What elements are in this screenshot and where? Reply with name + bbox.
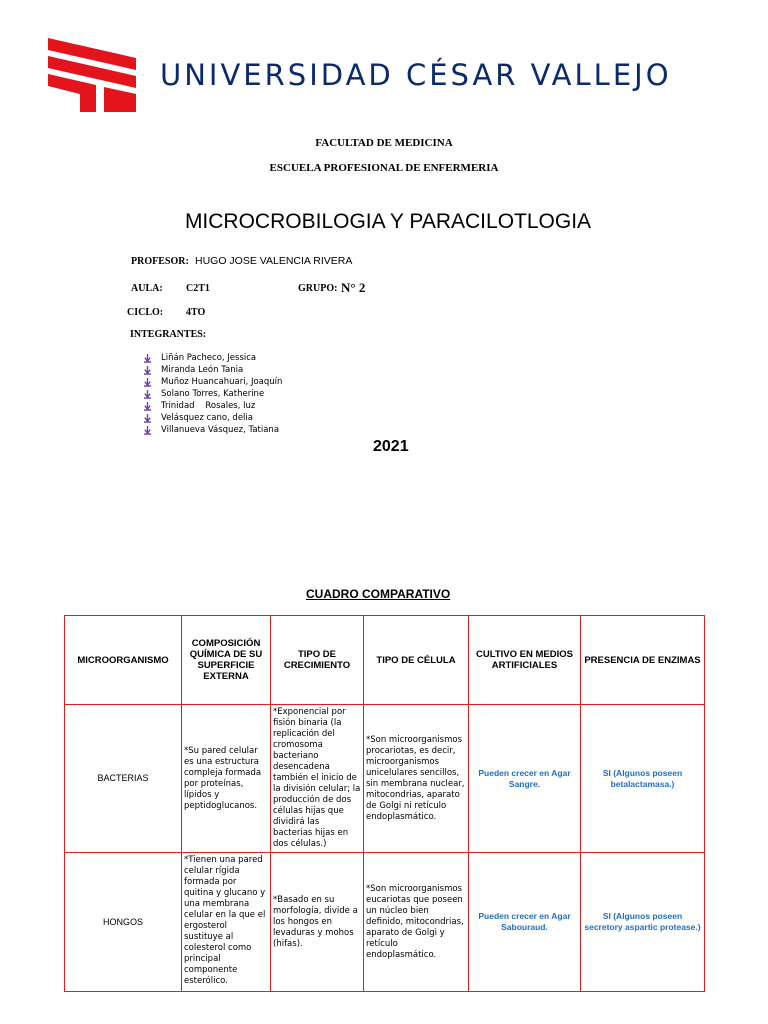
table-row: [65, 705, 705, 853]
school-name: ESCUELA PROFESIONAL DE ENFERMERIA: [269, 162, 499, 174]
enzymes-cell: SI (Algunos poseen secretory aspartic protease.): [581, 853, 705, 992]
arrow-bullet-icon: [143, 402, 152, 411]
column-header: TIPO DE CRECIMIENTO: [271, 616, 364, 705]
growth-cell: *Exponencial por fisión binaria (la replicación del cromosoma bacteriano desencadena también el inicio de la división celular; la producción de dos células hijas que dividirá las bacterias hijas en dos células.): [271, 705, 364, 853]
organism-cell: HONGOS: [65, 853, 182, 992]
member-name: Liñán Pacheco, Jessica: [161, 353, 257, 363]
aula-label: AULA:: [131, 283, 163, 294]
cell-type-cell: *Son microorganismos procariotas, es decir, microorganismos unicelulares sencillos, sin membrana nuclear, mitocondrias, aparato de Golgi ni retículo endoplasmático.: [364, 705, 469, 853]
arrow-bullet-icon: [143, 366, 152, 375]
table-title: CUADRO COMPARATIVO: [306, 587, 451, 601]
aula-value: C2T1: [186, 283, 210, 294]
culture-cell: Pueden crecer en Agar Sangre.: [469, 705, 581, 853]
table-header-row: [65, 616, 705, 705]
profesor-label: PROFESOR:: [131, 256, 189, 267]
list-item: [143, 376, 282, 388]
comparison-table: [64, 615, 705, 992]
table-row: [65, 853, 705, 992]
culture-cell: Pueden crecer en Agar Sabouraud.: [469, 853, 581, 992]
column-header: MICROORGANISMO: [65, 616, 182, 705]
list-item: [143, 364, 282, 376]
member-name: Trinidad Rosales, luz: [161, 401, 256, 411]
list-item: [143, 424, 282, 436]
member-name: Velásquez cano, delia: [161, 413, 253, 423]
member-name: Muñoz Huancahuari, Joaquín: [161, 377, 283, 387]
arrow-bullet-icon: [143, 354, 152, 363]
member-name: Solano Torres, Katherine: [161, 389, 265, 399]
list-item: [143, 412, 282, 424]
column-header: PRESENCIA DE ENZIMAS: [581, 616, 705, 705]
organism-cell: BACTERIAS: [65, 705, 182, 853]
member-name: Villanueva Vásquez, Tatiana: [161, 425, 280, 435]
column-header: TIPO DE CÉLULA: [364, 616, 469, 705]
composition-cell: *Su pared celular es una estructura compleja formada por proteínas, lípidos y peptidoglucanos.: [182, 705, 271, 853]
grupo-label: GRUPO:: [298, 283, 338, 294]
year: 2021: [373, 438, 409, 455]
members-list: [143, 352, 282, 436]
ciclo-label: CICLO:: [127, 307, 164, 318]
column-header: COMPOSICIÓN QUÍMICA DE SU SUPERFICIE EXTERNA: [182, 616, 271, 705]
arrow-bullet-icon: [143, 378, 152, 387]
profesor-name: HUGO JOSE VALENCIA RIVERA: [195, 255, 353, 267]
grupo-value: N° 2: [341, 280, 366, 295]
cell-type-cell: *Son microorganismos eucariotas que poseen un núcleo bien definido, mitocondrias, aparato de Golgi y retículo endoplasmático.: [364, 853, 469, 992]
enzymes-cell: SI (Algunos poseen betalactamasa.): [581, 705, 705, 853]
growth-cell: *Basado en su morfología, divide a los hongos en levaduras y mohos (hifas).: [271, 853, 364, 992]
column-header: CULTIVO EN MEDIOS ARTIFICIALES: [469, 616, 581, 705]
list-item: [143, 400, 282, 412]
ciclo-value: 4TO: [186, 307, 206, 318]
university-logo: [44, 36, 138, 112]
university-name: UNIVERSIDAD CÉSAR VALLEJO: [160, 58, 672, 92]
member-name: Miranda León Tania: [161, 365, 244, 375]
arrow-bullet-icon: [143, 426, 152, 435]
faculty-name: FACULTAD DE MEDICINA: [315, 137, 453, 149]
arrow-bullet-icon: [143, 390, 152, 399]
list-item: [143, 352, 282, 364]
composition-cell: *Tienen una pared celular rígida formada por quitina y glucano y una membrana celular en la que el ergosterol sustituye al colesterol como principal componente esterólico.: [182, 853, 271, 992]
integrantes-label: INTEGRANTES:: [130, 329, 207, 340]
arrow-bullet-icon: [143, 414, 152, 423]
course-title: MICROCROBILOGIA Y PARACILOTLOGIA: [184, 210, 592, 233]
list-item: [143, 388, 282, 400]
